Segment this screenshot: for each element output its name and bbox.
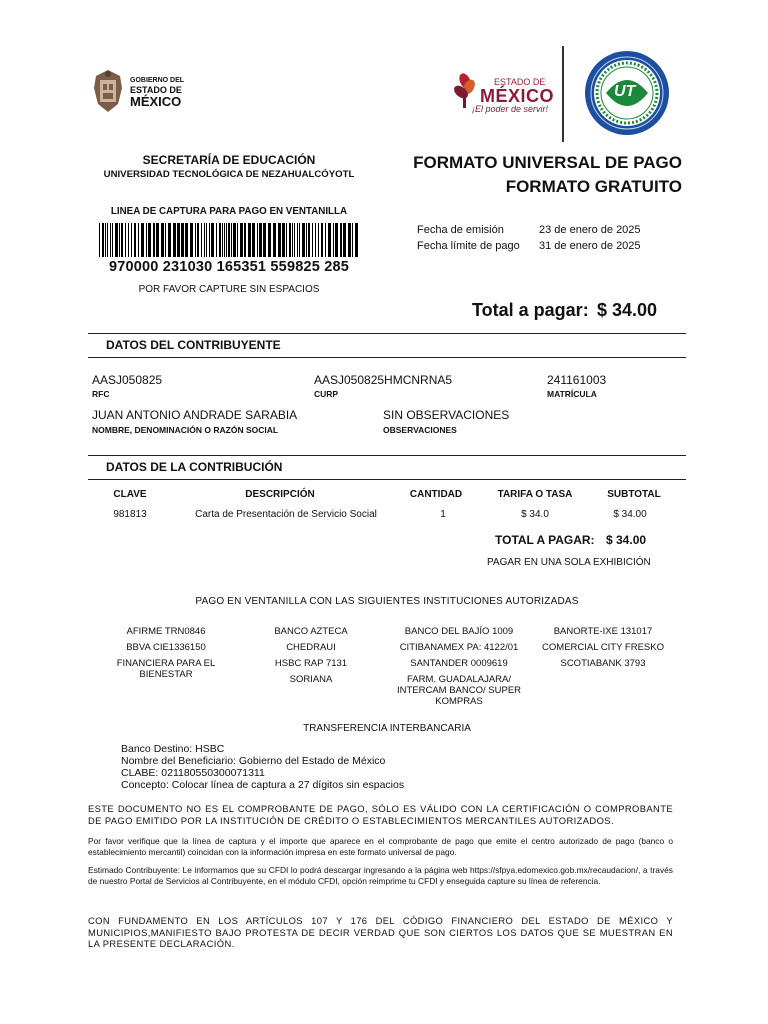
- observaciones-label: OBSERVACIONES: [383, 425, 457, 435]
- gov-logo-line2: ESTADO DE: [130, 85, 182, 95]
- barcode-bar: [156, 223, 159, 257]
- ut-seal-text: UT: [614, 83, 636, 100]
- institution-item: FARM. GUADALAJARA/ INTERCAM BANCO/ SUPER KOMPRAS: [396, 674, 522, 707]
- observaciones-value: SIN OBSERVACIONES: [383, 408, 510, 422]
- gov-logo-line1: GOBIERNO DEL: [130, 77, 185, 84]
- barcode-bar: [209, 223, 210, 257]
- fecha-emision-value: 23 de enero de 2025: [539, 224, 641, 236]
- barcode-bar: [289, 223, 291, 257]
- institution-item: BANCO AZTECA: [274, 626, 348, 637]
- institution-item: BBVA CIE1336150: [126, 642, 206, 653]
- barcode-bar: [148, 223, 151, 257]
- barcode-bar: [297, 223, 298, 257]
- barcode-bar: [233, 223, 236, 257]
- contribucion-total-value: $ 34.00: [606, 533, 647, 547]
- edomex-logo-line1: ESTADO DE: [494, 77, 546, 87]
- barcode-bar: [257, 223, 258, 257]
- capture-heading: LINEA DE CAPTURA PARA PAGO EN VENTANILLA: [110, 206, 348, 217]
- barcode-bar: [335, 223, 338, 257]
- transferencia-line: CLABE: 021180550300071311: [121, 767, 265, 779]
- gov-logo: [90, 68, 200, 118]
- institution-item: SANTANDER 0009619: [410, 658, 508, 669]
- nombre-value: JUAN ANTONIO ANDRADE SARABIA: [92, 408, 298, 422]
- barcode-bar: [259, 223, 262, 257]
- barcode-bar: [237, 223, 238, 257]
- barcode-bar: [286, 223, 287, 257]
- divider: [88, 455, 686, 456]
- barcode-bar: [206, 223, 207, 257]
- barcode-bar: [195, 223, 196, 257]
- barcode-bar: [240, 223, 243, 257]
- cell-descripcion: Carta de Presentación de Servicio Social: [195, 509, 377, 520]
- barcode-bar: [216, 223, 217, 257]
- barcode-bar: [343, 223, 346, 257]
- gov-logo-line3: MÉXICO: [130, 94, 182, 109]
- barcode-bar: [328, 223, 331, 257]
- capture-note: POR FAVOR CAPTURE SIN ESPACIOS: [138, 284, 320, 295]
- ut-seal: [584, 49, 670, 137]
- barcode-bar: [219, 223, 221, 257]
- barcode-bar: [278, 223, 281, 257]
- doc-title-line2: FORMATO GRATUITO: [505, 177, 682, 196]
- barcode-bar: [185, 223, 188, 257]
- cell-tarifa: $ 34.0: [521, 509, 549, 520]
- barcode-bar: [141, 223, 144, 257]
- barcode-bar: [321, 223, 323, 257]
- institution-item: CHEDRAUI: [286, 642, 336, 653]
- barcode-bar: [119, 223, 120, 257]
- barcode-bar: [263, 223, 266, 257]
- divider: [88, 357, 686, 358]
- institutions-col2: [236, 626, 386, 685]
- transferencia-line: Nombre del Beneficiario: Gobierno del Estado de México: [121, 755, 386, 767]
- barcode-bar: [226, 223, 227, 257]
- barcode-bar: [268, 223, 271, 257]
- barcode-bar: [125, 223, 126, 257]
- notice-validity: ESTE DOCUMENTO NO ES EL COMPROBANTE DE PAGO, SÓLO ES VÁLIDO CON LA CERTIFICACIÓN O COMPROBANTE DE PAGO EMITIDO POR LA INSTITUCIÓN DE CRÉDITO O ESTABLECIMIENTOS MERCANTILES AUTORIZADOS.: [88, 803, 673, 826]
- barcode-bar: [308, 223, 310, 257]
- barcode-bar: [224, 223, 225, 257]
- institution-item: SORIANA: [289, 674, 333, 685]
- barcode-bar: [168, 223, 171, 257]
- barcode-bar: [107, 223, 108, 257]
- barcode-bar: [177, 223, 180, 257]
- institution-item: AFIRME TRN0846: [126, 626, 206, 637]
- transferencia-line: Concepto: Colocar línea de captura a 27 dígitos sin espacios: [121, 779, 405, 791]
- divider: [88, 479, 686, 480]
- barcode-bar: [102, 223, 104, 257]
- column-header-tarifa: TARIFA O TASA: [497, 489, 573, 500]
- fecha-limite-value: 31 de enero de 2025: [539, 240, 641, 252]
- barcode-bar: [228, 223, 230, 257]
- cell-cantidad: 1: [440, 509, 446, 520]
- barcode-bar: [121, 223, 123, 257]
- barcode-bar: [355, 223, 358, 257]
- contribucion-total-label: TOTAL A PAGAR:: [495, 533, 595, 547]
- barcode-bar: [190, 223, 193, 257]
- institution-item: BANORTE-IXE 131017: [553, 626, 653, 637]
- fecha-emision-label: Fecha de emisión: [417, 224, 504, 236]
- barcode-bar: [248, 223, 251, 257]
- flower-logo-icon: [452, 72, 478, 108]
- barcode-bar: [161, 223, 164, 257]
- edomex-logo-line2: MÉXICO: [480, 86, 555, 106]
- edomex-logo-slogan: ¡El poder de servir!: [472, 104, 549, 114]
- total-amount: $ 34.00: [597, 300, 658, 320]
- barcode-bar: [115, 223, 118, 257]
- column-header-subtotal: SUBTOTAL: [607, 489, 661, 500]
- barcode-bar: [222, 223, 223, 257]
- barcode-bar: [181, 223, 184, 257]
- notice-legal: CON FUNDAMENTO EN LOS ARTÍCULOS 107 Y 176 DEL CÓDIGO FINANCIERO DEL ESTADO DE MÉXICO Y MUNICIPIOS,MANIFIESTO BAJO PROTESTA DE DECIR VERDAD QUE SON CIERTOS LOS DATOS QUE SE MUESTRAN EN LA PRESENTE DECLARACIÓN.: [88, 915, 673, 949]
- institution-item: HSBC RAP 7131: [274, 658, 348, 669]
- curp-value: AASJ050825HMCNRNA5: [314, 373, 453, 387]
- institution-item: CITIBANAMEX PA: 4122/01: [399, 642, 519, 653]
- contribucion-title: DATOS DE LA CONTRIBUCIÓN: [106, 460, 283, 474]
- barcode-bar: [105, 223, 106, 257]
- divider: [88, 333, 686, 334]
- barcode-bar: [134, 223, 136, 257]
- cell-clave: 981813: [113, 509, 147, 520]
- barcode-bar: [173, 223, 176, 257]
- rfc-value: AASJ050825: [92, 373, 163, 387]
- column-header-clave: CLAVE: [113, 489, 147, 500]
- institution-item: SCOTIABANK 3793: [560, 658, 646, 669]
- doc-title-line1: FORMATO UNIVERSAL DE PAGO: [413, 153, 682, 172]
- barcode-bar: [318, 223, 319, 257]
- institutions-col1: [91, 626, 241, 680]
- column-header-descripcion: DESCRIPCIÓN: [245, 489, 315, 500]
- barcode-bar: [131, 223, 132, 257]
- institution-item: COMERCIAL CITY FRESKO: [542, 642, 664, 653]
- barcode-bar: [302, 223, 305, 257]
- contribuyente-title: DATOS DEL CONTRIBUYENTE: [106, 338, 281, 352]
- barcode-bar: [333, 223, 334, 257]
- cell-subtotal: $ 34.00: [613, 509, 647, 520]
- barcode-bar: [153, 223, 155, 257]
- institutions-col3: [384, 626, 534, 707]
- barcode-bar: [197, 223, 199, 257]
- instituciones-heading: PAGO EN VENTANILLA CON LAS SIGUIENTES INSTITUCIONES AUTORIZADAS: [195, 596, 579, 607]
- barcode-bar: [292, 223, 293, 257]
- barcode-bar: [201, 223, 202, 257]
- barcode-bar: [325, 223, 326, 257]
- nombre-label: NOMBRE, DENOMINACIÓN O RAZÓN SOCIAL: [92, 425, 279, 435]
- barcode-bar: [299, 223, 300, 257]
- institution-item: FINANCIERA PARA EL BIENESTAR: [116, 658, 216, 680]
- barcode-bar: [306, 223, 307, 257]
- capture-number: 970000 231030 165351 559825 285: [108, 259, 350, 275]
- column-header-cantidad: CANTIDAD: [409, 489, 463, 500]
- transferencia-heading: TRANSFERENCIA INTERBANCARIA: [303, 723, 471, 734]
- barcode-bar: [282, 223, 285, 257]
- barcode-bar: [340, 223, 342, 257]
- barcode-bar: [99, 223, 100, 257]
- barcode: [99, 223, 361, 257]
- issuer-line1: SECRETARÍA DE EDUCACIÓN: [142, 153, 316, 167]
- barcode-bar: [352, 223, 353, 257]
- exhibicion-note: PAGAR EN UNA SOLA EXHIBICIÓN: [487, 557, 651, 568]
- rfc-label: RFC: [92, 389, 110, 399]
- header-divider: [562, 46, 564, 142]
- barcode-bar: [252, 223, 255, 257]
- matricula-label: MATRÍCULA: [547, 389, 597, 399]
- barcode-bar: [138, 223, 139, 257]
- transferencia-details: [121, 743, 404, 791]
- institutions-col4: [528, 626, 678, 669]
- barcode-bar: [294, 223, 295, 257]
- institution-item: BANCO DEL BAJÍO 1009: [404, 626, 514, 637]
- barcode-bar: [128, 223, 129, 257]
- barcode-bar: [315, 223, 316, 257]
- barcode-bar: [146, 223, 147, 257]
- barcode-bar: [273, 223, 276, 257]
- barcode-bar: [312, 223, 313, 257]
- barcode-bar: [244, 223, 246, 257]
- total-label: Total a pagar:: [472, 300, 589, 320]
- notice-verify: Por favor verifique que la línea de captura y el importe que aparece en el comprobante de pago que emite el centro autorizado de pago (banco o establecimiento mercantil) coincidan con la información impresa en este formato universal de pago.: [88, 836, 673, 857]
- fecha-limite-label: Fecha límite de pago: [417, 240, 520, 252]
- notice-cfdi: Estimado Contribuyente: Le informamos que su CFDI lo podrá descargar ingresando a la página web https://sfpya.edomexico.gob.mx/recaudacion/, a través de nuestro Portal de Servicios al Contribuyente, en el módulo CFDI, opción reimprime tu CFDI y enseguida capture su línea de referencia.: [88, 865, 673, 886]
- issuer-line2: UNIVERSIDAD TECNOLÓGICA DE NEZAHUALCÓYOTL: [103, 169, 355, 180]
- barcode-bar: [231, 223, 232, 257]
- transferencia-line: Banco Destino: HSBC: [121, 743, 225, 755]
- matricula-value: 241161003: [547, 373, 607, 387]
- barcode-bar: [110, 223, 111, 257]
- barcode-bar: [112, 223, 113, 257]
- edomex-logo: [452, 70, 562, 120]
- barcode-bar: [348, 223, 351, 257]
- barcode-bar: [204, 223, 205, 257]
- barcode-bar: [165, 223, 166, 257]
- curp-label: CURP: [314, 389, 339, 399]
- coat-of-arms-icon: [90, 68, 126, 114]
- barcode-bar: [211, 223, 214, 257]
